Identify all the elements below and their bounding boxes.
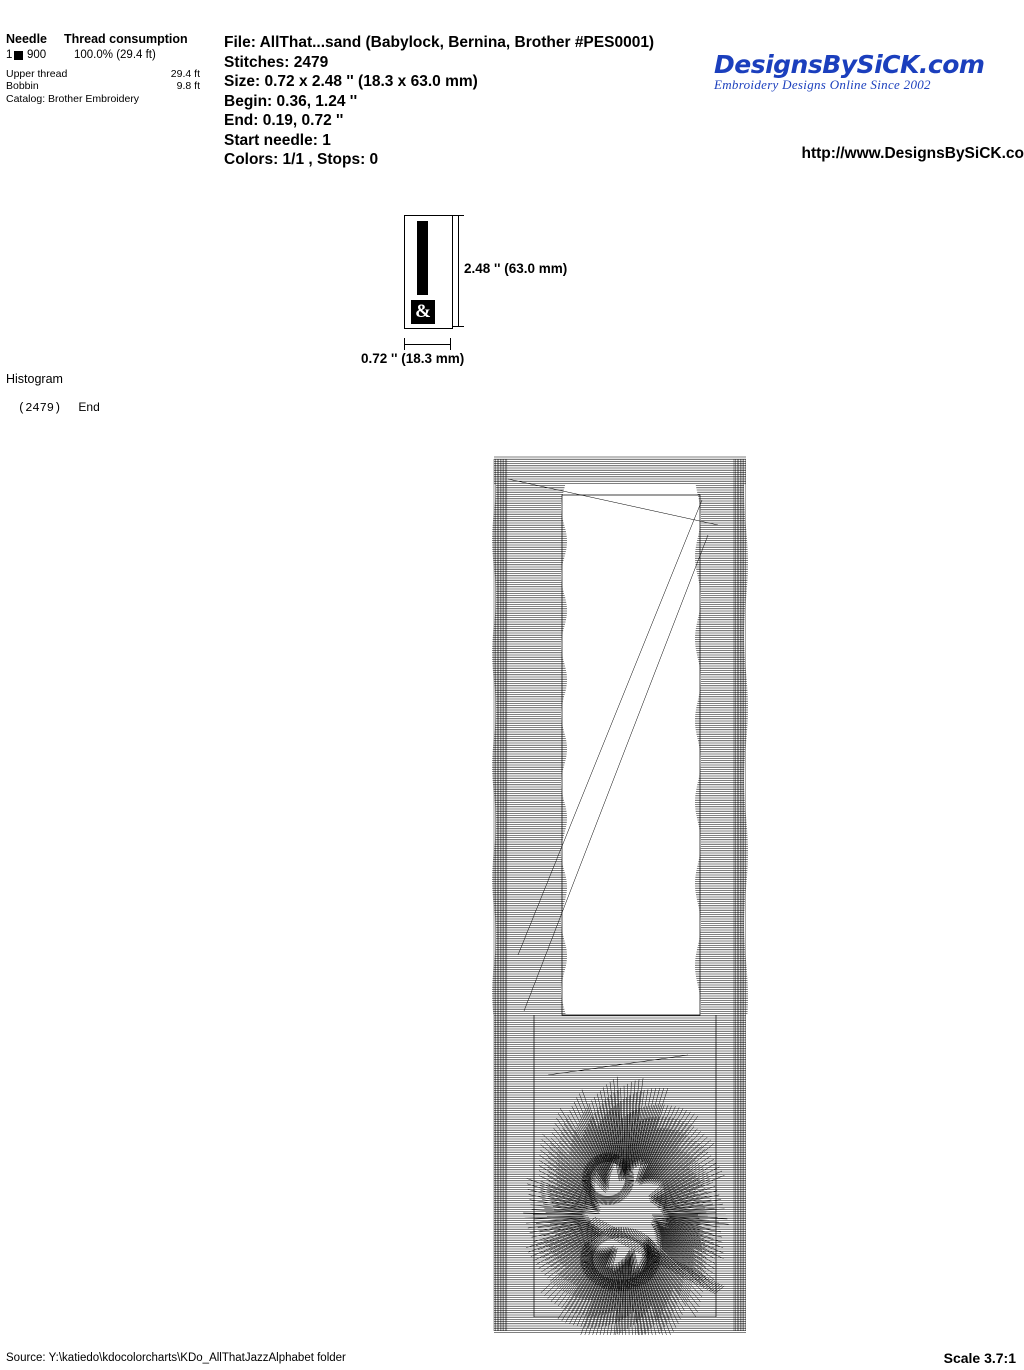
scale-label: Scale 3.7:1 xyxy=(943,1350,1016,1366)
upper-thread-value: 29.4 ft xyxy=(170,68,200,80)
preview-stroke-bar xyxy=(417,221,428,295)
source-path: Source: Y:\katiedo\kdocolorcharts\KDo_AllThatJazzAlphabet folder xyxy=(6,1352,346,1364)
height-dimension-line xyxy=(458,215,459,327)
info-size: Size: 0.72 x 2.48 '' (18.3 x 63.0 mm) xyxy=(224,73,478,90)
thread-consumption-table xyxy=(6,32,216,105)
width-dimension-label: 0.72 '' (18.3 mm) xyxy=(361,351,465,366)
height-dimension-label: 2.48 '' (63.0 mm) xyxy=(464,261,568,276)
column-header-thread-consumption: Thread consumption xyxy=(64,32,188,46)
thread-table-header xyxy=(6,32,216,46)
preview-glyph: & xyxy=(411,300,435,324)
bobbin-value: 9.8 ft xyxy=(176,80,200,92)
stitch-rendering xyxy=(488,455,752,1335)
catalog-label: Catalog: Brother Embroidery xyxy=(6,93,140,105)
needle-index: 1 xyxy=(6,49,13,61)
info-start-needle: Start needle: 1 xyxy=(224,131,331,149)
website-url: http://www.DesignsBySiCK.co xyxy=(801,145,1024,162)
upper-thread-line xyxy=(6,68,200,80)
logo-wordmark: DesignsBySiCK.com xyxy=(714,50,985,79)
info-end: End: 0.19, 0.72 '' xyxy=(224,112,344,129)
info-file: File: AllThat...sand (Babylock, Bernina, Brother #PES0001) xyxy=(224,34,655,51)
info-begin: Begin: 0.36, 1.24 '' xyxy=(224,92,358,110)
height-tick-bottom xyxy=(452,326,464,327)
logo-tagline: Embroidery Designs Online Since 2002 xyxy=(714,77,931,92)
upper-thread-label: Upper thread xyxy=(6,68,68,80)
table-row xyxy=(6,49,216,61)
design-info-block xyxy=(224,33,654,170)
color-swatch xyxy=(14,51,23,60)
bobbin-label: Bobbin xyxy=(6,80,39,92)
histogram-end-label: End xyxy=(78,400,100,414)
height-tick-top xyxy=(452,215,464,216)
histogram-section xyxy=(6,372,100,415)
stitch-artwork xyxy=(488,455,752,1335)
histogram-entry xyxy=(18,400,100,415)
bobbin-line xyxy=(6,80,200,92)
histogram-count: (2479) xyxy=(18,401,62,415)
brand-logo xyxy=(714,52,1024,93)
info-colors-stops: Colors: 1/1 , Stops: 0 xyxy=(224,151,379,168)
width-tick-left xyxy=(404,338,405,350)
width-tick-right xyxy=(450,338,451,350)
thread-totals xyxy=(6,68,216,92)
thread-percent: 100.0% (29.4 ft) xyxy=(74,49,156,61)
info-stitches: Stitches: 2479 xyxy=(224,53,329,71)
width-dimension-line xyxy=(404,344,451,345)
thread-color-number: 900 xyxy=(27,49,47,61)
preview-bounding-box xyxy=(404,215,453,329)
column-header-needle: Needle xyxy=(6,32,47,46)
histogram-title: Histogram xyxy=(6,372,63,386)
